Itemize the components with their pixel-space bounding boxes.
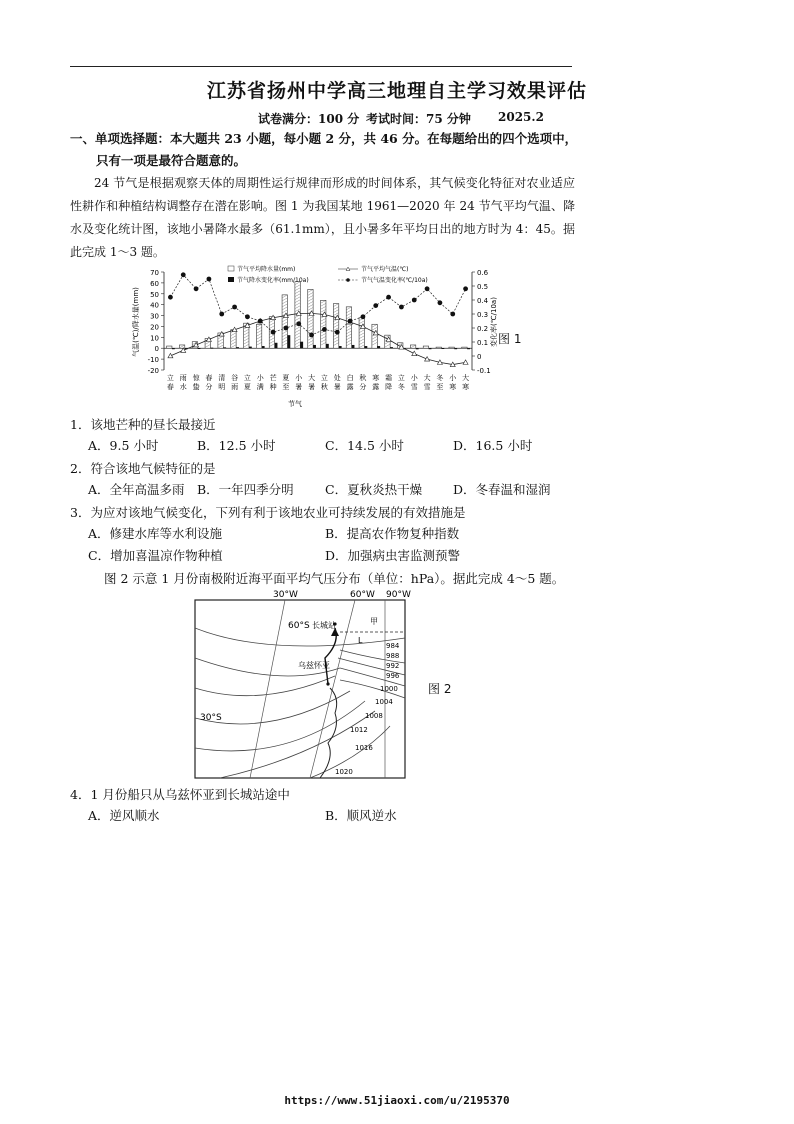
question-4-option-a[interactable]: A．逆风顺水 <box>88 808 160 823</box>
temp-trend-point <box>463 286 468 291</box>
left-tick-label: 50 <box>150 290 159 299</box>
precip-trend-bar <box>416 348 419 349</box>
question-3-stem: 3．为应对该地气候变化，下列有利于该地农业可持续发展的有效措施是 <box>70 505 466 520</box>
precip-trend-bar <box>313 345 316 348</box>
right-tick-label: -0.1 <box>477 367 491 375</box>
precip-trend-bar <box>287 335 290 348</box>
x-axis-title: 节气 <box>288 400 302 408</box>
figure-1-label: 图 1 <box>498 332 522 346</box>
precip-bar <box>436 347 441 348</box>
category-label: 大雪 <box>423 374 431 391</box>
page-title: 江苏省扬州中学高三地理自主学习效果评估 <box>206 80 587 102</box>
isobar-label-1008: 1008 <box>365 712 383 720</box>
left-tick-label: 40 <box>150 301 159 310</box>
temp-trend-point <box>438 300 443 305</box>
temp-trend-point <box>284 326 289 331</box>
precip-bar <box>449 347 454 348</box>
precip-trend-bar <box>236 347 239 348</box>
lon-90w: 90°W <box>386 590 411 600</box>
category-label: 白露 <box>346 374 354 391</box>
isobar-label-1000: 1000 <box>380 685 398 693</box>
legend-trend-swatch <box>228 277 234 282</box>
temp-trend-point <box>245 314 250 319</box>
category-label: 大暑 <box>308 374 316 391</box>
left-tick-label: -20 <box>147 367 159 375</box>
precip-trend-bar <box>300 342 303 349</box>
temp-trend-point <box>425 286 430 291</box>
precip-trend-bar <box>352 345 355 348</box>
precip-trend-bar <box>210 348 213 349</box>
isobar-label-1012: 1012 <box>350 726 368 734</box>
section-heading: 一、单项选择题：本大题共 23 小题，每小题 2 分，共 46 分。在每题给出的四个选项中， <box>70 131 578 146</box>
precip-trend-bar <box>339 346 342 348</box>
category-label: 夏至 <box>282 374 290 391</box>
question-3-option-d[interactable]: D．加强病虫害监测预警 <box>325 548 461 563</box>
right-tick-label: 0.2 <box>477 325 489 333</box>
question-3-option-b[interactable]: B．提高农作物复种指数 <box>325 526 460 541</box>
left-tick-label: 20 <box>150 323 159 332</box>
precip-trend-bar <box>249 347 252 349</box>
category-label: 立春 <box>166 374 174 391</box>
left-axis-title: 气温(℃)/降水量(mm) <box>132 287 140 357</box>
question-1-option-b[interactable]: B．12.5 小时 <box>197 438 276 453</box>
figure-2-label: 图 2 <box>428 682 452 696</box>
temp-trend-point <box>258 319 263 324</box>
legend-trend-label: 节气降水变化率(mm/10a) <box>237 277 309 284</box>
precip-trend-bar <box>262 346 265 348</box>
lat-30s: 30°S <box>200 713 222 723</box>
category-label: 立冬 <box>397 374 405 391</box>
precip-bar <box>423 346 428 348</box>
temp-trend-point <box>335 330 340 335</box>
figure-1-chart <box>118 262 518 412</box>
question-1-option-c[interactable]: C．14.5 小时 <box>325 438 404 453</box>
precip-trend-bar <box>172 348 175 349</box>
temp-point <box>412 351 417 356</box>
temp-trend-point <box>194 286 199 291</box>
category-label: 秋分 <box>359 374 367 391</box>
temp-trend-point <box>450 312 455 317</box>
lon-30w: 30°W <box>273 590 298 600</box>
isobar-label-1016: 1016 <box>355 744 373 752</box>
question-2-option-d[interactable]: D．冬春温和湿润 <box>453 482 551 497</box>
category-label: 谷雨 <box>231 374 239 391</box>
temp-trend-point <box>361 314 366 319</box>
isobar-label-988: 988 <box>386 652 400 660</box>
category-label: 冬至 <box>436 374 444 391</box>
precip-trend-bar <box>223 347 226 348</box>
right-tick-label: 0.1 <box>477 339 489 347</box>
category-label: 春分 <box>205 374 213 391</box>
temp-trend-point <box>232 305 237 310</box>
isobar-label-1020: 1020 <box>335 768 353 776</box>
question-1-stem: 1．该地芒种的昼长最接近 <box>70 417 216 432</box>
temp-point <box>463 360 468 365</box>
left-tick-label: -10 <box>147 356 159 365</box>
temp-trend-point <box>168 295 173 300</box>
precip-trend-bar <box>441 348 444 349</box>
precip-trend-bar <box>377 346 380 348</box>
left-tick-label: 10 <box>150 334 159 343</box>
figure-2-map <box>190 588 426 784</box>
left-tick-label: 30 <box>150 312 159 321</box>
category-label: 惊蛰 <box>192 374 200 391</box>
category-label: 处暑 <box>333 374 341 391</box>
legend-temp-label: 节气平均气温(℃) <box>361 266 409 273</box>
question-3-option-c[interactable]: C．增加喜温凉作物种植 <box>88 548 223 563</box>
place-great-wall-station: 长城站 <box>312 621 336 630</box>
category-label: 小暑 <box>295 374 303 391</box>
full-score: 试卷满分：100 分 <box>258 112 360 126</box>
question-2-option-b[interactable]: B．一年四季分明 <box>197 482 294 497</box>
left-tick-label: 70 <box>150 269 159 277</box>
category-label: 立夏 <box>243 374 251 391</box>
right-axis-title: 变化率(℃/10a) <box>490 297 498 347</box>
exam-date: 2025.2 <box>498 110 544 124</box>
temp-trend-point <box>296 321 301 326</box>
left-tick-label: 60 <box>150 279 159 288</box>
precip-trend-bar <box>467 348 470 349</box>
precip-bar <box>167 346 172 348</box>
temp-point <box>425 357 430 362</box>
right-tick-label: 0.5 <box>477 283 489 291</box>
place-low: L <box>358 636 363 645</box>
category-label: 清明 <box>218 374 226 391</box>
legend-temp-trend-label: 节气气温变化率(℃/10a) <box>361 277 428 284</box>
question-4-stem: 4．1 月份船只从乌兹怀亚到长城站途中 <box>70 787 290 802</box>
temp-line <box>170 313 465 364</box>
precip-trend-bar <box>454 348 457 349</box>
right-tick-label: 0 <box>477 353 482 361</box>
temp-trend-point <box>412 298 417 303</box>
precip-trend-bar <box>198 348 201 349</box>
category-label: 小满 <box>256 374 264 391</box>
right-tick-label: 0.6 <box>477 269 489 277</box>
exam-time: 考试时间：75 分钟 <box>366 112 471 126</box>
isobar-label-992: 992 <box>386 662 400 670</box>
question-4-option-b[interactable]: B．顺风逆水 <box>325 808 397 823</box>
category-label: 大寒 <box>462 374 470 391</box>
legend-precip-label: 节气平均降水量(mm) <box>237 266 296 273</box>
temp-trend-point <box>348 319 353 324</box>
category-label: 寒露 <box>372 374 380 391</box>
passage-2: 图 2 示意 1 月份南极附近海平面平均气压分布（单位：hPa）。据此完成 4～5 题。 <box>104 571 565 586</box>
precip-trend-bar <box>390 347 393 348</box>
lon-60w: 60°W <box>350 590 375 600</box>
temp-trend-point <box>373 303 378 308</box>
question-1-option-d[interactable]: D．16.5 小时 <box>453 438 533 453</box>
legend-temp-trend-marker <box>346 278 350 282</box>
precip-trend-bar <box>326 344 329 348</box>
precip-trend-bar <box>364 346 367 348</box>
precip-bar <box>462 347 467 348</box>
temp-trend-point <box>219 312 224 317</box>
isobar-label-1004: 1004 <box>375 698 393 706</box>
legend-precip-swatch <box>228 266 234 271</box>
precip-trend-bar <box>275 343 278 348</box>
top-rule <box>70 66 572 67</box>
temp-trend-point <box>207 277 212 282</box>
isobar-label-984: 984 <box>386 642 400 650</box>
ushuaia-marker <box>326 682 329 685</box>
question-2-option-c[interactable]: C．夏秋炎热干燥 <box>325 482 423 497</box>
category-label: 霜降 <box>385 374 393 391</box>
place-ushuaia: 乌兹怀亚 <box>298 661 330 670</box>
place-jia: 甲 <box>370 617 378 626</box>
lat-60s: 60°S <box>288 621 310 631</box>
passage-1: 24 节气是根据观察天体的周期性运行规律而形成的时间体系，其气候变化特征对农业适应性耕作和种植结构调整存在潜在影响。图 1 为我国某地 1961—2020 年 24 节气平均气温、降水及变化统计图，该地小暑降水最多（61.1mm），且小暑多年平均日出的地方时为 4：45。据此完成 1～3 题。 <box>70 176 575 259</box>
temp-point <box>168 353 173 358</box>
temp-trend-point <box>309 333 314 338</box>
temp-trend-point <box>271 330 276 335</box>
question-1-option-a[interactable]: A．9.5 小时 <box>88 438 159 453</box>
right-tick-label: 0.3 <box>477 311 489 319</box>
category-label: 雨水 <box>179 374 187 391</box>
question-2-stem: 2．符合该地气候特征的是 <box>70 461 216 476</box>
temp-trend-point <box>322 327 327 332</box>
isobar-label-996: 996 <box>386 672 400 680</box>
temp-trend-point <box>181 272 186 277</box>
right-tick-label: 0.4 <box>477 297 489 305</box>
section-heading-cont: 只有一项是最符合题意的。 <box>96 153 247 168</box>
category-label: 芒种 <box>269 374 277 391</box>
question-2-option-a[interactable]: A．全年高温多雨 <box>88 482 185 497</box>
precip-trend-bar <box>429 348 432 349</box>
left-tick-label: 0 <box>154 345 159 354</box>
temp-trend-point <box>386 295 391 300</box>
category-label: 立秋 <box>320 374 328 391</box>
category-label: 小寒 <box>449 374 457 391</box>
footer-url[interactable]: https://www.51jiaoxi.com/u/2195370 <box>284 1094 510 1107</box>
temp-trend-point <box>399 305 404 310</box>
question-3-option-a[interactable]: A．修建水库等水利设施 <box>88 526 223 541</box>
category-label: 小雪 <box>410 374 418 391</box>
